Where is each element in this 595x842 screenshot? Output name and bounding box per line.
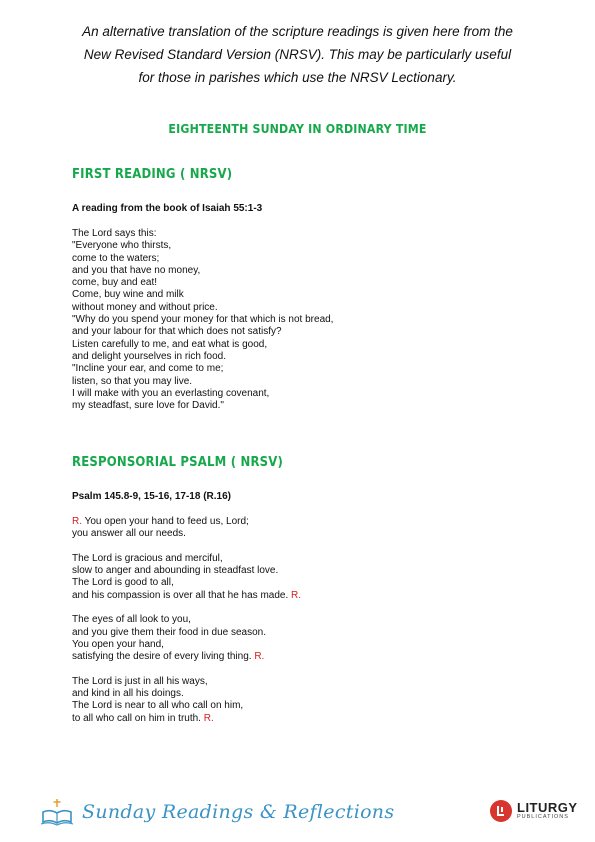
psalm-citation: Psalm 145.8-9, 15-16, 17-18 (R.16): [72, 491, 231, 502]
psalm-text: [72, 516, 301, 737]
open-book-icon: [40, 798, 74, 826]
first-reading-heading: FIRST READING ( NRSV): [72, 167, 233, 182]
psalm-line: You open your hand,: [72, 638, 164, 650]
footer-brand: [40, 796, 394, 828]
psalm-line: The Lord is good to all,: [72, 577, 174, 589]
intro-note: [40, 20, 555, 89]
liturgy-logo-icon: [490, 800, 512, 822]
psalm-line: The Lord is gracious and merciful,: [72, 552, 223, 564]
reading-line: come to the waters;: [72, 252, 160, 264]
intro-line: An alternative translation of the scripture readings is given here from the: [82, 24, 513, 39]
psalm-line: slow to anger and abounding in steadfast love.: [72, 565, 279, 577]
reading-line: Come, buy wine and milk: [72, 289, 184, 301]
first-reading-citation: A reading from the book of Isaiah 55:1-3: [72, 203, 263, 214]
sunday-title: EIGHTEENTH SUNDAY IN ORDINARY TIME: [168, 121, 427, 136]
psalm-line: and his compassion is over all that he has made.: [72, 589, 292, 601]
logo-sub-text: PUBLICATIONS: [517, 814, 569, 821]
reading-line: "Incline your ear, and come to me;: [72, 363, 224, 375]
psalm-heading: RESPONSORIAL PSALM ( NRSV): [72, 455, 284, 470]
psalm-stanza: [72, 614, 301, 663]
response-marker: R.: [254, 651, 265, 663]
reading-line: and you that have no money,: [72, 264, 201, 276]
response-marker: R.: [203, 712, 214, 724]
logo-main-text: LITURGY: [517, 800, 578, 816]
psalm-line: satisfying the desire of every living thing.: [72, 651, 255, 663]
reading-line: The Lord says this:: [72, 228, 157, 239]
psalm-response: [72, 516, 301, 541]
intro-line: for those in parishes which use the NRSV Lectionary.: [138, 70, 457, 85]
response-marker: R.: [291, 589, 302, 601]
footer-brand-text: Sunday Readings & Reflections: [82, 801, 395, 823]
reading-line: "Everyone who thirsts,: [72, 240, 172, 252]
reading-line: I will make with you an everlasting covenant,: [72, 387, 270, 399]
response-marker: R.: [72, 516, 82, 527]
psalm-line: The Lord is just in all his ways,: [72, 675, 208, 687]
response-text: you answer all our needs.: [72, 528, 186, 540]
intro-line: New Revised Standard Version (NRSV). This may be particularly useful: [83, 47, 512, 62]
reading-line: Listen carefully to me, and eat what is good,: [72, 338, 268, 350]
reading-line: without money and without price.: [72, 301, 218, 313]
psalm-line: and you give them their food in due season.: [72, 626, 267, 638]
first-reading-text: [72, 228, 333, 412]
psalm-line: The Lord is near to all who call on him,: [72, 700, 244, 712]
reading-line: "Why do you spend your money for that which is not bread,: [72, 314, 334, 326]
psalm-line: and kind in all his doings.: [72, 688, 184, 700]
reading-line: and delight yourselves in rich food.: [72, 350, 226, 362]
psalm-line: to all who call on him in truth.: [72, 712, 204, 724]
reading-line: come, buy and eat!: [72, 277, 158, 289]
psalm-stanza: [72, 676, 301, 725]
reading-line: listen, so that you may live.: [72, 375, 193, 387]
reading-line: and your labour for that which does not satisfy?: [72, 326, 282, 338]
liturgy-logo: [490, 800, 578, 822]
psalm-stanza: [72, 553, 301, 602]
psalm-line: The eyes of all look to you,: [72, 614, 191, 626]
reading-line: my steadfast, sure love for David.": [72, 400, 224, 412]
response-text: You open your hand to feed us, Lord;: [82, 516, 249, 527]
